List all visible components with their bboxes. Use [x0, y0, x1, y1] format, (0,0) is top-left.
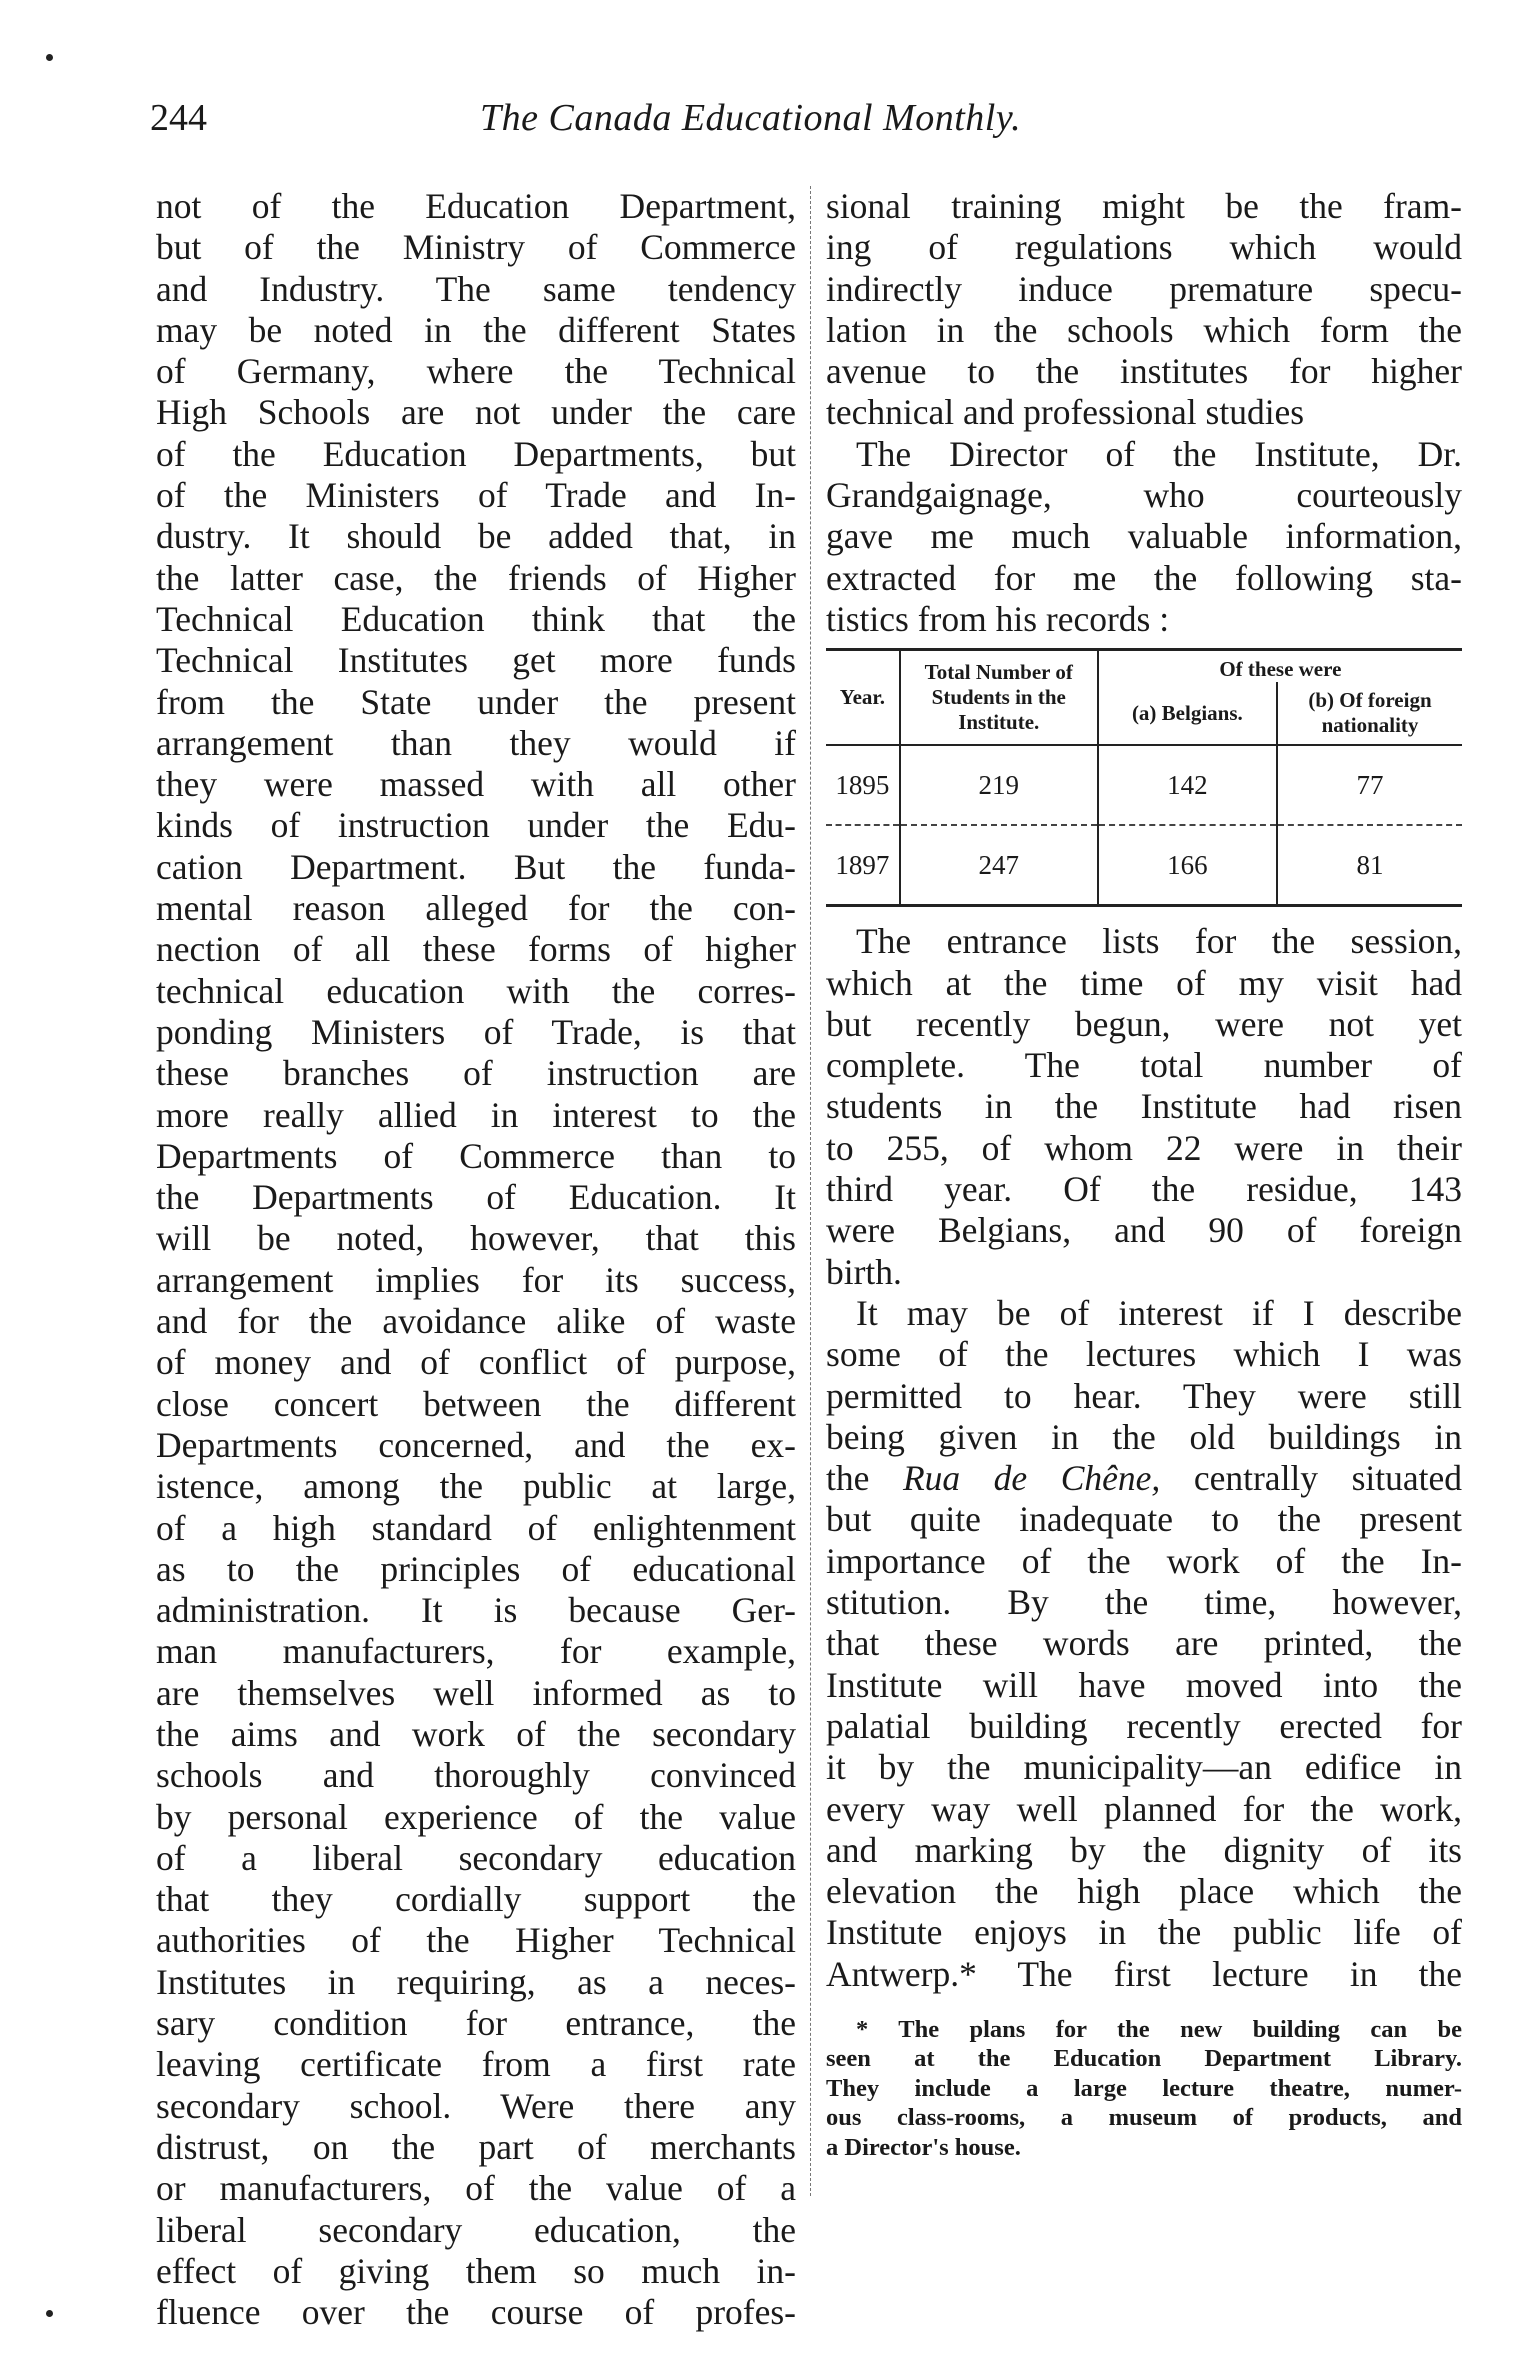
text-line: authorities of the Higher Technical — [156, 1920, 796, 1961]
cell-year: 1895 — [826, 745, 900, 825]
text-line: these branches of instruction are — [156, 1053, 796, 1094]
text-line: the Departments of Education. It — [156, 1177, 796, 1218]
text-line: They include a large lecture theatre, numer- — [826, 2074, 1462, 2102]
text-line: Departments concerned, and the ex- — [156, 1424, 796, 1465]
text-line: dustry. It should be added that, in — [156, 516, 796, 557]
text-line: of a liberal secondary education — [156, 1837, 796, 1878]
page-speck — [46, 2310, 53, 2317]
text-line: permitted to hear. They were still — [826, 1375, 1462, 1416]
text-line: arrangement implies for its success, — [156, 1259, 796, 1300]
text-line: of Germany, where the Technical — [156, 351, 796, 392]
text-line: but of the Ministry of Commerce — [156, 227, 796, 268]
cell-total: 247 — [900, 825, 1098, 904]
text-line: close concert between the different — [156, 1383, 796, 1424]
text-line: ous class-rooms, a museum of products, and — [826, 2104, 1462, 2132]
paragraph — [826, 921, 1462, 1293]
cell-foreign: 81 — [1356, 849, 1384, 880]
text-line: birth. — [826, 1251, 902, 1292]
text-line: tistics from his records : — [826, 598, 1170, 639]
text-line: The entrance lists for the session, — [856, 921, 1462, 962]
text-line: from the State under the present — [156, 681, 796, 722]
text-line: Technical Education think that the — [156, 598, 796, 639]
text-line: students in the Institute had risen — [826, 1086, 1462, 1127]
text-line: leaving certificate from a first rate — [156, 2044, 796, 2085]
text-line: but recently begun, were not yet — [826, 1003, 1462, 1044]
page-number: 244 — [150, 97, 207, 139]
page-header — [150, 96, 1460, 146]
text-line: not of the Education Department, — [156, 186, 796, 226]
cell-belgians: 166 — [1098, 825, 1277, 904]
left-column — [156, 186, 796, 2333]
text-line: administration. It is because Ger- — [156, 1590, 796, 1631]
cell-total: 219 — [900, 745, 1098, 825]
text-line: schools and thoroughly convinced — [156, 1755, 796, 1796]
text-line: extracted for me the following sta- — [826, 557, 1462, 598]
column-header-group: Of these were — [1219, 657, 1342, 682]
text-line: technical education with the corres- — [156, 970, 796, 1011]
paragraph — [826, 434, 1462, 640]
text-line: man manufacturers, for example, — [156, 1631, 796, 1672]
text-line: High Schools are not under the care — [156, 392, 796, 433]
text-line: Antwerp.* The first lecture in the — [826, 1953, 1462, 1994]
text-line: that these words are printed, the — [826, 1623, 1462, 1664]
text-line: arrangement than they would if — [156, 722, 796, 763]
text-line: the aims and work of the secondary — [156, 1713, 796, 1754]
text-line: and for the avoidance alike of waste — [156, 1301, 796, 1342]
text-line: distrust, on the part of merchants — [156, 2126, 796, 2167]
cell-belgians: 142 — [1098, 745, 1277, 825]
text-line: were Belgians, and 90 of foreign — [826, 1210, 1462, 1251]
running-title: The Canada Educational Monthly. — [480, 97, 1022, 139]
text-line: elevation the high place which the — [826, 1871, 1462, 1912]
text-line: are themselves well informed as to — [156, 1672, 796, 1713]
right-column — [826, 186, 1462, 2162]
text-line: Departments of Commerce than to — [156, 1135, 796, 1176]
text-line: secondary school. Were there any — [156, 2085, 796, 2126]
text-line: which at the time of my visit had — [826, 962, 1462, 1003]
table-row — [826, 825, 1462, 904]
text-line: it by the municipality—an edifice in — [826, 1747, 1462, 1788]
column-header-foreign: (b) Of foreign nationality — [1277, 682, 1462, 745]
text-line: of the Ministers of Trade and In- — [156, 475, 796, 516]
text-line: importance of the work of the In- — [826, 1540, 1462, 1581]
text-line: they were massed with all other — [156, 764, 796, 805]
text-line: some of the lectures which I was — [826, 1334, 1462, 1375]
text-line: sary condition for entrance, the — [156, 2003, 796, 2044]
text-line: and Industry. The same tendency — [156, 268, 796, 309]
text-line: liberal secondary education, the — [156, 2209, 796, 2250]
text-line: palatial building recently erected for — [826, 1705, 1462, 1746]
text-line: and marking by the dignity of its — [826, 1829, 1462, 1870]
text-line: Grandgaignage, who courteously — [826, 475, 1462, 516]
text-line: istence, among the public at large, — [156, 1466, 796, 1507]
text-line: mental reason alleged for the con- — [156, 888, 796, 929]
text-line: avenue to the institutes for higher — [826, 351, 1462, 392]
text-line: fluence over the course of profes- — [156, 2292, 796, 2333]
text-line: of a high standard of enlightenment — [156, 1507, 796, 1548]
text-line: cation Department. But the funda- — [156, 846, 796, 887]
text-line: effect of giving them so much in- — [156, 2250, 796, 2291]
text-line: Technical Institutes get more funds — [156, 640, 796, 681]
street-name: Rua de Chêne, — [902, 1458, 1161, 1499]
text-line: may be noted in the different States — [156, 309, 796, 350]
text-line: technical and professional studies — [826, 392, 1305, 433]
footnote — [826, 2015, 1462, 2163]
text-line: nection of all these forms of higher — [156, 929, 796, 970]
text-line: the latter case, the friends of Higher — [156, 557, 796, 598]
text-line: being given in the old buildings in — [826, 1416, 1462, 1457]
text-line: by personal experience of the value — [156, 1796, 796, 1837]
text-line: of the Education Departments, but — [156, 433, 796, 474]
text-line: Institute will have moved into the — [826, 1664, 1462, 1705]
text-line: that they cordially support the — [156, 1879, 796, 1920]
column-header-total: Total Number of Students in the Institute. — [900, 651, 1098, 745]
text-line: seen at the Education Department Library. — [826, 2045, 1462, 2073]
text-line: ponding Ministers of Trade, is that — [156, 1011, 796, 1052]
text-line: sional training might be the fram- — [826, 186, 1462, 226]
text-line: ing of regulations which would — [826, 227, 1462, 268]
text-line: stitution. By the time, however, — [826, 1582, 1462, 1623]
text-line: lation in the schools which form the — [826, 309, 1462, 350]
text-line — [826, 1458, 1462, 1499]
text-line: gave me much valuable information, — [826, 516, 1462, 557]
text-line: as to the principles of educational — [156, 1548, 796, 1589]
cell-foreign: 77 — [1277, 745, 1462, 825]
text-line: complete. The total number of — [826, 1045, 1462, 1086]
text-line: * The plans for the new building can be — [856, 2015, 1462, 2043]
table-row — [826, 745, 1462, 825]
column-header-belgians: (a) Belgians. — [1098, 682, 1277, 745]
text-line: a Director's house. — [826, 2133, 1021, 2161]
text-line: of money and of conflict of purpose, — [156, 1342, 796, 1383]
page-speck — [46, 54, 53, 61]
text-line: Institute enjoys in the public life of — [826, 1912, 1462, 1953]
text-line: indirectly induce premature specu- — [826, 268, 1462, 309]
cell-year: 1897 — [826, 825, 900, 904]
text-line: to 255, of whom 22 were in their — [826, 1127, 1462, 1168]
column-divider — [810, 186, 811, 2196]
paragraph — [826, 186, 1462, 434]
text-line: kinds of instruction under the Edu- — [156, 805, 796, 846]
paragraph — [826, 1293, 1462, 1995]
text-line: Institutes in requiring, as a neces- — [156, 1961, 796, 2002]
text-line: It may be of interest if I describe — [856, 1292, 1462, 1333]
text-line: third year. Of the residue, 143 — [826, 1169, 1462, 1210]
text-fragment: centrally situated — [1193, 1458, 1463, 1499]
column-header-year: Year. — [826, 651, 900, 745]
text-line: The Director of the Institute, Dr. — [856, 433, 1462, 474]
text-line: every way well planned for the work, — [826, 1788, 1462, 1829]
statistics-table — [826, 648, 1462, 907]
text-line: more really allied in interest to the — [156, 1094, 796, 1135]
text-line: will be noted, however, that this — [156, 1218, 796, 1259]
text-fragment: the — [826, 1458, 870, 1499]
text-line: or manufacturers, of the value of a — [156, 2168, 796, 2209]
text-line: but quite inadequate to the present — [826, 1499, 1462, 1540]
